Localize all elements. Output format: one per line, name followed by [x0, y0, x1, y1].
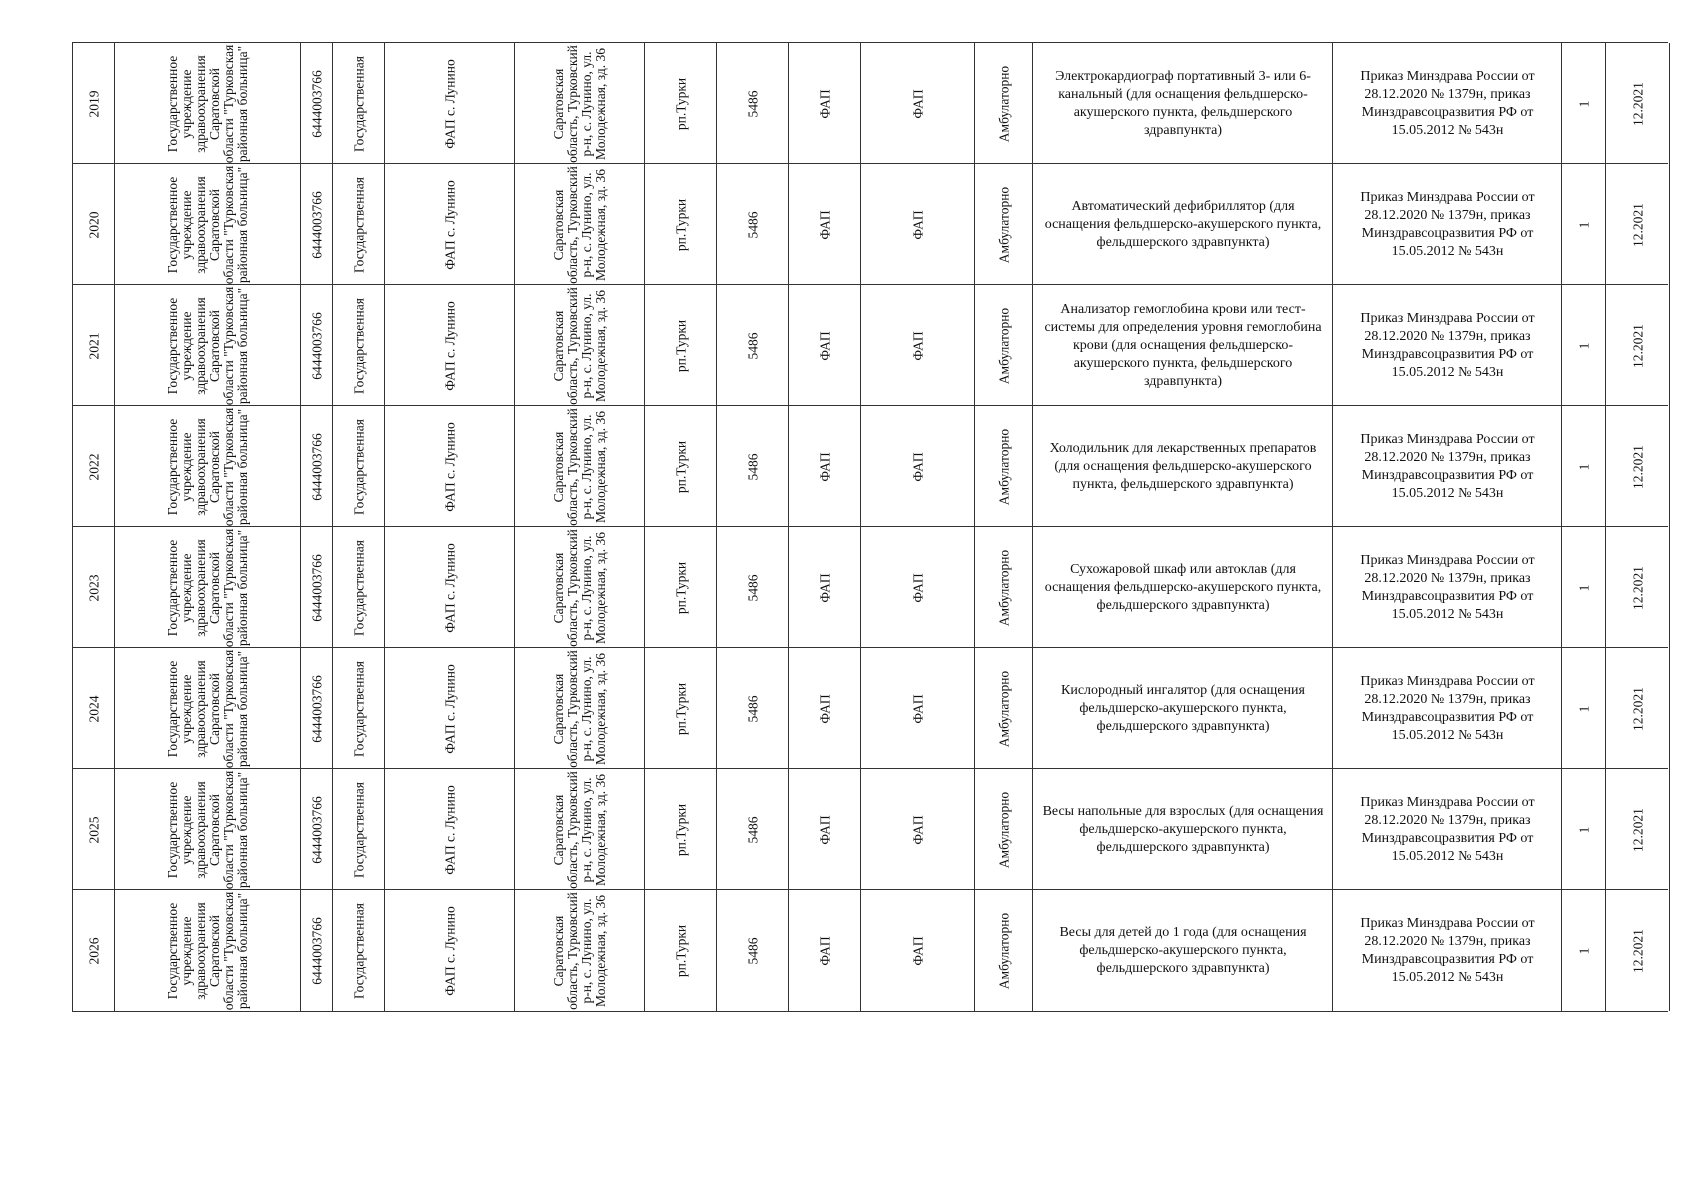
facility-name: ФАП с. Лунино [442, 784, 458, 875]
legal-basis: Приказ Минздрава России от 28.12.2020 № 1379н, приказ Минздравсоцразвития РФ от 15.05.2012 № 543н [1360, 915, 1535, 985]
quantity-value-cell [1561, 43, 1606, 164]
facility-subtype: ФАП [910, 88, 926, 119]
locality-name: рп.Турки [673, 319, 689, 372]
quantity-value-cell [1561, 769, 1606, 890]
facility-subtype: ФАП [910, 814, 926, 845]
locality-name-cell [644, 406, 717, 527]
equipment-name: Сухожаровой шкаф или автоклав (для оснащения фельдшерско-акушерского пункта, фельдшерского здравпункта) [1044, 561, 1322, 613]
quantity-value-cell [1561, 890, 1606, 1011]
inn-value: 6444003766 [309, 795, 325, 864]
facility-name-cell [384, 164, 515, 285]
care-condition: Амбулаторно [996, 307, 1012, 384]
legal-basis-cell [1332, 164, 1562, 285]
ownership-form: Государственная [351, 660, 367, 757]
inn-value: 6444003766 [309, 432, 325, 501]
equipment-name: Кислородный ингалятор (для оснащения фельдшерско-акушерского пункта, фельдшерского здравпункта) [1061, 682, 1305, 734]
inn-value: 6444003766 [309, 311, 325, 380]
organization-name: Государственное учреждение здравоохранения Саратовской области "Турковская районная больница" [165, 165, 250, 284]
delivery-date: 12.2021 [1630, 928, 1645, 973]
row-number-cell [72, 769, 115, 890]
locality-name: рп.Турки [673, 682, 689, 735]
row-number: 2021 [86, 332, 102, 359]
facility-subtype: ФАП [910, 935, 926, 966]
ownership-form-cell [332, 527, 385, 648]
row-number: 2023 [86, 574, 102, 601]
care-condition: Амбулаторно [996, 670, 1012, 747]
population-value: 5486 [745, 816, 761, 843]
inn-value: 6444003766 [309, 674, 325, 743]
locality-name-cell [644, 527, 717, 648]
row-number-cell [72, 285, 115, 406]
inn-value-cell [300, 406, 333, 527]
inn-value-cell [300, 285, 333, 406]
facility-subtype-cell [860, 406, 975, 527]
quantity-value: 1 [1576, 100, 1592, 107]
population-value-cell [716, 648, 789, 769]
quantity-value: 1 [1576, 705, 1592, 712]
table-row [72, 163, 1668, 285]
locality-name-cell [644, 285, 717, 406]
care-condition: Амбулаторно [996, 912, 1012, 989]
quantity-value: 1 [1576, 463, 1592, 470]
facility-address-cell [514, 527, 645, 648]
population-value-cell [716, 890, 789, 1011]
ownership-form-cell [332, 43, 385, 164]
row-number: 2019 [86, 90, 102, 117]
row-number-cell [72, 648, 115, 769]
table-row [72, 889, 1668, 1012]
quantity-value-cell [1561, 648, 1606, 769]
care-condition-cell [974, 164, 1033, 285]
equipment-name: Весы для детей до 1 года (для оснащения фельдшерско-акушерского пункта, фельдшерского здравпункта) [1059, 924, 1307, 976]
equipment-name-cell [1032, 527, 1333, 648]
legal-basis: Приказ Минздрава России от 28.12.2020 № 1379н, приказ Минздравсоцразвития РФ от 15.05.2012 № 543н [1360, 552, 1535, 622]
inn-value-cell [300, 43, 333, 164]
facility-name-cell [384, 648, 515, 769]
legal-basis: Приказ Минздрава России от 28.12.2020 № 1379н, приказ Минздравсоцразвития РФ от 15.05.2012 № 543н [1360, 673, 1535, 743]
facility-address: Саратовская область, Турковский р-н, с. Лунино, ул. Молодежная, зд. 36 [551, 165, 608, 284]
ownership-form: Государственная [351, 418, 367, 515]
ownership-form: Государственная [351, 176, 367, 273]
care-condition: Амбулаторно [996, 428, 1012, 505]
ownership-form-cell [332, 648, 385, 769]
organization-name: Государственное учреждение здравоохранения Саратовской области "Турковская районная больница" [165, 407, 250, 526]
legal-basis: Приказ Минздрава России от 28.12.2020 № 1379н, приказ Минздравсоцразвития РФ от 15.05.2012 № 543н [1360, 431, 1535, 501]
delivery-date-cell [1605, 890, 1670, 1011]
organization-name-cell [114, 164, 301, 285]
facility-type: ФАП [817, 935, 833, 966]
ownership-form-cell [332, 164, 385, 285]
facility-address-cell [514, 285, 645, 406]
row-number: 2024 [86, 695, 102, 722]
facility-address-cell [514, 769, 645, 890]
facility-name: ФАП с. Лунино [442, 421, 458, 512]
legal-basis-cell [1332, 890, 1562, 1011]
ownership-form-cell [332, 769, 385, 890]
locality-name: рп.Турки [673, 440, 689, 493]
row-number: 2026 [86, 937, 102, 964]
delivery-date-cell [1605, 406, 1670, 527]
legal-basis: Приказ Минздрава России от 28.12.2020 № 1379н, приказ Минздравсоцразвития РФ от 15.05.2012 № 543н [1360, 189, 1535, 259]
care-condition: Амбулаторно [996, 65, 1012, 142]
facility-subtype-cell [860, 164, 975, 285]
legal-basis-cell [1332, 406, 1562, 527]
ownership-form: Государственная [351, 781, 367, 878]
population-value: 5486 [745, 332, 761, 359]
ownership-form-cell [332, 406, 385, 527]
ownership-form: Государственная [351, 55, 367, 152]
legal-basis-cell [1332, 43, 1562, 164]
inn-value-cell [300, 769, 333, 890]
population-value: 5486 [745, 574, 761, 601]
inn-value-cell [300, 527, 333, 648]
facility-name-cell [384, 527, 515, 648]
row-number-cell [72, 43, 115, 164]
facility-type-cell [788, 527, 861, 648]
table-row [72, 768, 1668, 890]
facility-name-cell [384, 406, 515, 527]
facility-address: Саратовская область, Турковский р-н, с. Лунино, ул. Молодежная, зд. 36 [551, 770, 608, 889]
legal-basis: Приказ Минздрава России от 28.12.2020 № 1379н, приказ Минздравсоцразвития РФ от 15.05.2012 № 543н [1360, 794, 1535, 864]
care-condition-cell [974, 648, 1033, 769]
table-row [72, 647, 1668, 769]
quantity-value: 1 [1576, 947, 1592, 954]
locality-name: рп.Турки [673, 561, 689, 614]
delivery-date: 12.2021 [1630, 565, 1645, 610]
facility-name-cell [384, 890, 515, 1011]
delivery-date: 12.2021 [1630, 202, 1645, 247]
locality-name: рп.Турки [673, 924, 689, 977]
facility-subtype: ФАП [910, 209, 926, 240]
care-condition-cell [974, 769, 1033, 890]
ownership-form-cell [332, 890, 385, 1011]
organization-name-cell [114, 890, 301, 1011]
facility-subtype-cell [860, 890, 975, 1011]
delivery-date-cell [1605, 164, 1670, 285]
row-number-cell [72, 890, 115, 1011]
population-value-cell [716, 406, 789, 527]
facility-name: ФАП с. Лунино [442, 542, 458, 633]
population-value: 5486 [745, 90, 761, 117]
quantity-value-cell [1561, 406, 1606, 527]
facility-type: ФАП [817, 451, 833, 482]
inn-value-cell [300, 890, 333, 1011]
inn-value-cell [300, 648, 333, 769]
equipment-name: Электрокардиограф портативный 3- или 6-канальный (для оснащения фельдшерско-акушерского пункта, фельдшерского здравпункта) [1055, 68, 1311, 138]
equipment-name-cell [1032, 406, 1333, 527]
organization-name: Государственное учреждение здравоохранения Саратовской области "Турковская районная больница" [165, 44, 250, 163]
delivery-date: 12.2021 [1630, 444, 1645, 489]
quantity-value-cell [1561, 285, 1606, 406]
facility-address-cell [514, 890, 645, 1011]
facility-name: ФАП с. Лунино [442, 300, 458, 391]
facility-subtype-cell [860, 43, 975, 164]
equipment-name: Автоматический дефибриллятор (для оснащения фельдшерско-акушерского пункта, фельдшерского здравпункта) [1044, 198, 1322, 250]
organization-name-cell [114, 527, 301, 648]
population-value: 5486 [745, 695, 761, 722]
population-value: 5486 [745, 453, 761, 480]
care-condition-cell [974, 406, 1033, 527]
facility-type-cell [788, 285, 861, 406]
facility-subtype: ФАП [910, 451, 926, 482]
facility-type: ФАП [817, 693, 833, 724]
organization-name: Государственное учреждение здравоохранения Саратовской области "Турковская районная больница" [165, 891, 250, 1010]
organization-name: Государственное учреждение здравоохранения Саратовской области "Турковская районная больница" [165, 649, 250, 768]
facility-name-cell [384, 285, 515, 406]
facility-type-cell [788, 648, 861, 769]
facility-address-cell [514, 406, 645, 527]
ownership-form: Государственная [351, 902, 367, 999]
facility-subtype: ФАП [910, 330, 926, 361]
facility-type-cell [788, 406, 861, 527]
row-number-cell [72, 164, 115, 285]
facility-type-cell [788, 43, 861, 164]
equipment-name: Анализатор гемоглобина крови или тест-системы для определения уровня гемоглобина крови (для оснащения фельдшерско-акушерского пункта, фельдшерского здравпункта) [1044, 301, 1322, 389]
organization-name-cell [114, 769, 301, 890]
organization-name: Государственное учреждение здравоохранения Саратовской области "Турковская районная больница" [165, 528, 250, 647]
locality-name: рп.Турки [673, 198, 689, 251]
population-value-cell [716, 769, 789, 890]
facility-name: ФАП с. Лунино [442, 905, 458, 996]
facility-address: Саратовская область, Турковский р-н, с. Лунино, ул. Молодежная, зд. 36 [551, 286, 608, 405]
quantity-value: 1 [1576, 221, 1592, 228]
delivery-date-cell [1605, 648, 1670, 769]
population-value: 5486 [745, 211, 761, 238]
population-value-cell [716, 164, 789, 285]
table-row [72, 42, 1668, 164]
equipment-name-cell [1032, 769, 1333, 890]
facility-address: Саратовская область, Турковский р-н, с. Лунино, ул. Молодежная, зд. 36 [551, 649, 608, 768]
ownership-form-cell [332, 285, 385, 406]
quantity-value: 1 [1576, 584, 1592, 591]
facility-type-cell [788, 769, 861, 890]
inn-value: 6444003766 [309, 553, 325, 622]
delivery-date: 12.2021 [1630, 686, 1645, 731]
care-condition: Амбулаторно [996, 549, 1012, 626]
ownership-form: Государственная [351, 297, 367, 394]
population-value-cell [716, 43, 789, 164]
equipment-name-cell [1032, 285, 1333, 406]
equipment-name-cell [1032, 648, 1333, 769]
delivery-date-cell [1605, 43, 1670, 164]
quantity-value: 1 [1576, 826, 1592, 833]
inn-value: 6444003766 [309, 69, 325, 138]
delivery-date: 12.2021 [1630, 807, 1645, 852]
facility-address: Саратовская область, Турковский р-н, с. Лунино, ул. Молодежная, зд. 36 [551, 407, 608, 526]
row-number-cell [72, 527, 115, 648]
facility-type: ФАП [817, 209, 833, 240]
facility-name: ФАП с. Лунино [442, 179, 458, 270]
care-condition: Амбулаторно [996, 186, 1012, 263]
facility-address: Саратовская область, Турковский р-н, с. Лунино, ул. Молодежная, зд. 36 [551, 891, 608, 1010]
facility-address: Саратовская область, Турковский р-н, с. Лунино, ул. Молодежная, зд. 36 [551, 44, 608, 163]
locality-name-cell [644, 769, 717, 890]
equipment-name-cell [1032, 164, 1333, 285]
organization-name: Государственное учреждение здравоохранения Саратовской области "Турковская районная больница" [165, 286, 250, 405]
population-value-cell [716, 527, 789, 648]
row-number-cell [72, 406, 115, 527]
facility-subtype-cell [860, 285, 975, 406]
organization-name-cell [114, 43, 301, 164]
delivery-date: 12.2021 [1630, 81, 1645, 126]
facility-type: ФАП [817, 88, 833, 119]
facility-subtype-cell [860, 769, 975, 890]
legal-basis-cell [1332, 527, 1562, 648]
care-condition: Амбулаторно [996, 791, 1012, 868]
facility-type: ФАП [817, 330, 833, 361]
locality-name-cell [644, 890, 717, 1011]
equipment-name: Весы напольные для взрослых (для оснащения фельдшерско-акушерского пункта, фельдшерского здравпункта) [1042, 803, 1324, 855]
facility-name-cell [384, 43, 515, 164]
inn-value: 6444003766 [309, 916, 325, 985]
table-row [72, 284, 1668, 406]
legal-basis: Приказ Минздрава России от 28.12.2020 № 1379н, приказ Минздравсоцразвития РФ от 15.05.2012 № 543н [1360, 68, 1535, 138]
table-row [72, 526, 1668, 648]
row-number: 2022 [86, 453, 102, 480]
population-value-cell [716, 285, 789, 406]
ownership-form: Государственная [351, 539, 367, 636]
facility-subtype: ФАП [910, 572, 926, 603]
facility-type: ФАП [817, 572, 833, 603]
locality-name: рп.Турки [673, 803, 689, 856]
organization-name-cell [114, 285, 301, 406]
facility-address-cell [514, 648, 645, 769]
facility-name: ФАП с. Лунино [442, 663, 458, 754]
locality-name-cell [644, 43, 717, 164]
facility-type-cell [788, 164, 861, 285]
facility-subtype-cell [860, 527, 975, 648]
facility-type-cell [788, 890, 861, 1011]
delivery-date-cell [1605, 285, 1670, 406]
locality-name-cell [644, 648, 717, 769]
quantity-value: 1 [1576, 342, 1592, 349]
organization-name-cell [114, 406, 301, 527]
quantity-value-cell [1561, 164, 1606, 285]
legal-basis-cell [1332, 285, 1562, 406]
population-value: 5486 [745, 937, 761, 964]
table-row [72, 405, 1668, 527]
care-condition-cell [974, 890, 1033, 1011]
delivery-date-cell [1605, 769, 1670, 890]
facility-address-cell [514, 43, 645, 164]
legal-basis-cell [1332, 648, 1562, 769]
organization-name: Государственное учреждение здравоохранения Саратовской области "Турковская районная больница" [165, 770, 250, 889]
legal-basis: Приказ Минздрава России от 28.12.2020 № 1379н, приказ Минздравсоцразвития РФ от 15.05.2012 № 543н [1360, 310, 1535, 380]
row-number: 2020 [86, 211, 102, 238]
legal-basis-cell [1332, 769, 1562, 890]
equipment-name-cell [1032, 890, 1333, 1011]
quantity-value-cell [1561, 527, 1606, 648]
facility-subtype-cell [860, 648, 975, 769]
care-condition-cell [974, 43, 1033, 164]
facility-type: ФАП [817, 814, 833, 845]
row-number: 2025 [86, 816, 102, 843]
organization-name-cell [114, 648, 301, 769]
facility-address-cell [514, 164, 645, 285]
equipment-name-cell [1032, 43, 1333, 164]
facility-name-cell [384, 769, 515, 890]
facility-name: ФАП с. Лунино [442, 58, 458, 149]
care-condition-cell [974, 285, 1033, 406]
delivery-date-cell [1605, 527, 1670, 648]
locality-name-cell [644, 164, 717, 285]
facility-subtype: ФАП [910, 693, 926, 724]
delivery-date: 12.2021 [1630, 323, 1645, 368]
care-condition-cell [974, 527, 1033, 648]
locality-name: рп.Турки [673, 77, 689, 130]
equipment-name: Холодильник для лекарственных препаратов (для оснащения фельдшерско-акушерского пункта, фельдшерского здравпункта) [1049, 440, 1317, 492]
facility-address: Саратовская область, Турковский р-н, с. Лунино, ул. Молодежная, зд. 36 [551, 528, 608, 647]
inn-value: 6444003766 [309, 190, 325, 259]
inn-value-cell [300, 164, 333, 285]
